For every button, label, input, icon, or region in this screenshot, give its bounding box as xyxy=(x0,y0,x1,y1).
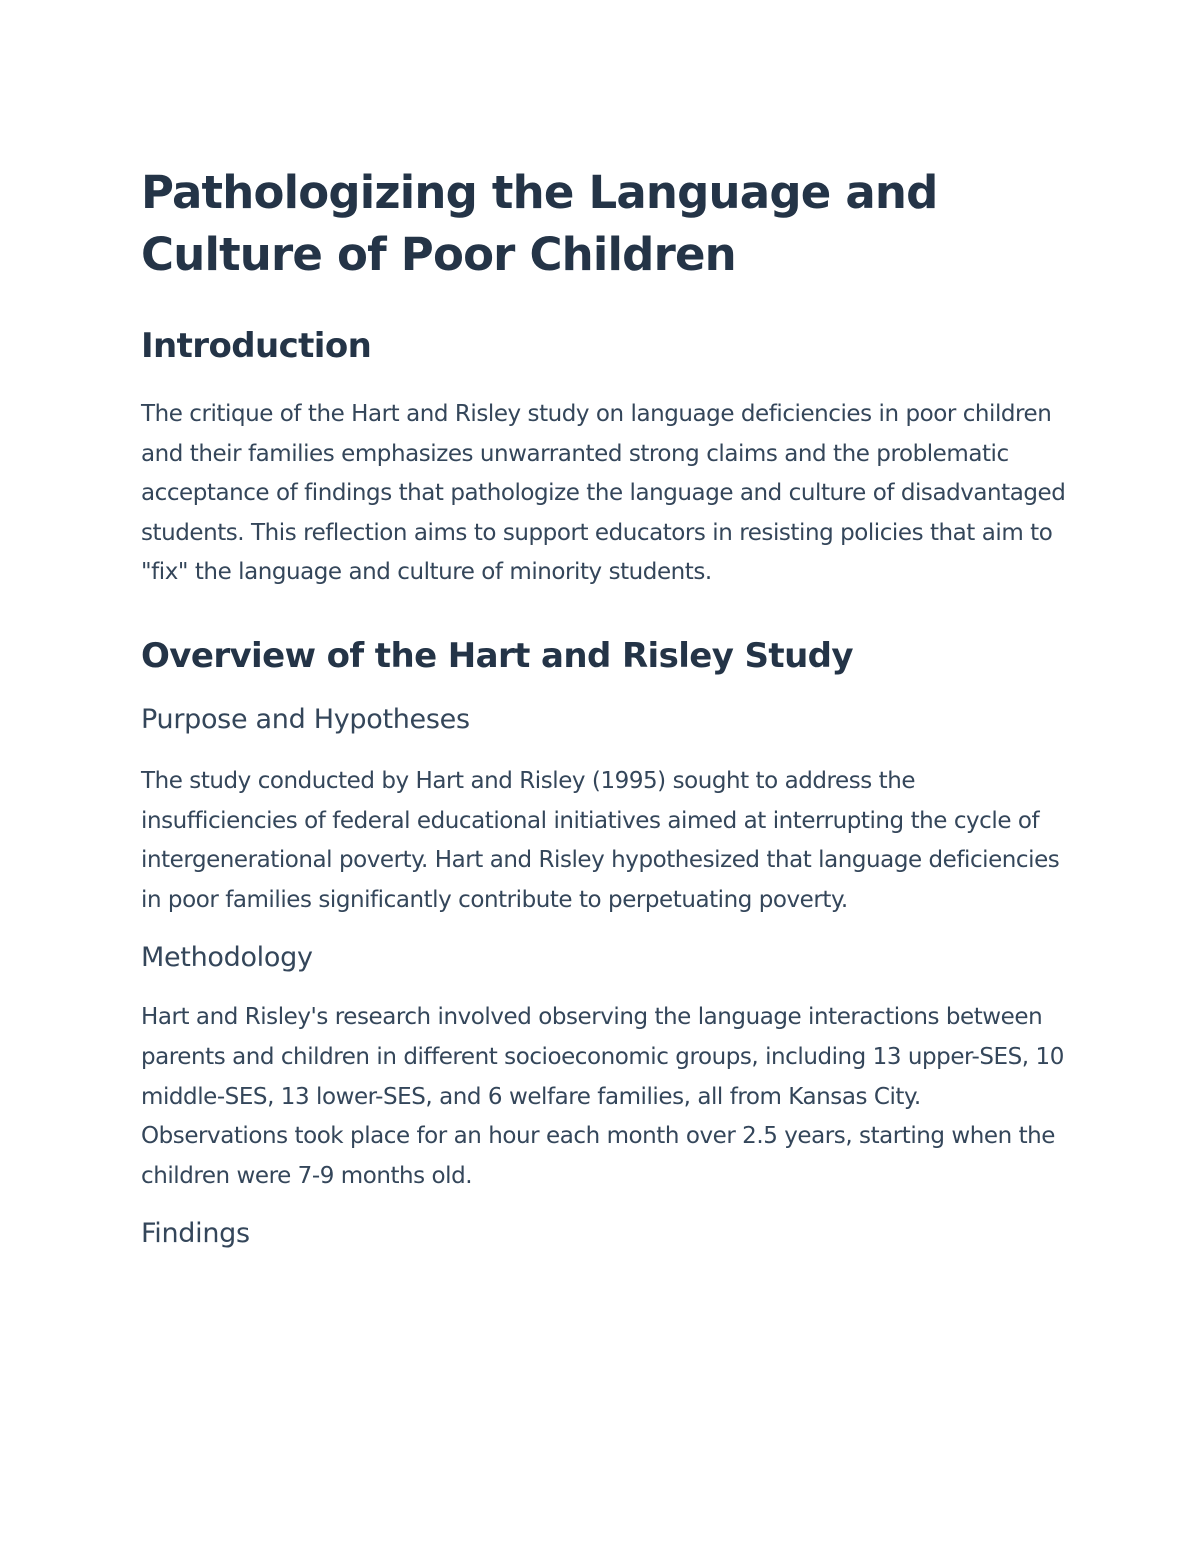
methodology-paragraph: Hart and Risley's research involved observing the language interactions between parents and children in different socioeconomic groups, including 13 upper-SES, 10 middle-SES, 13 lower-SES, and 6 welfare families, all from Kansas City. Observations took place for an hour each month over 2.5 years, starting when the children were 7-9 months old. xyxy=(141,1004,1064,1189)
section-heading-introduction: Introduction xyxy=(141,326,372,366)
subsection-heading-findings: Findings xyxy=(141,1218,250,1250)
subsection-heading-purpose: Purpose and Hypotheses xyxy=(141,703,470,735)
document-title: Pathologizing the Language and Culture of Poor Children xyxy=(141,166,938,281)
subsection-heading-methodology: Methodology xyxy=(141,942,313,974)
document-page xyxy=(141,162,1071,1252)
section-heading-overview: Overview of the Hart and Risley Study xyxy=(141,635,853,676)
introduction-paragraph: The critique of the Hart and Risley study on language deficiencies in poor children and their families emphasizes unwarranted strong claims and the problematic acceptance of findings that pathologize the language and culture of disadvantaged students. This reflection aims to support educators in resisting policies that aim to "fix" the language and culture of minority students. xyxy=(141,401,1066,586)
purpose-paragraph: The study conducted by Hart and Risley (1995) sought to address the insufficiencies of federal educational initiatives aimed at interrupting the cycle of intergenerational poverty. Hart and Risley hypothesized that language deficiencies in poor families significantly contribute to perpetuating poverty. xyxy=(141,767,1060,913)
